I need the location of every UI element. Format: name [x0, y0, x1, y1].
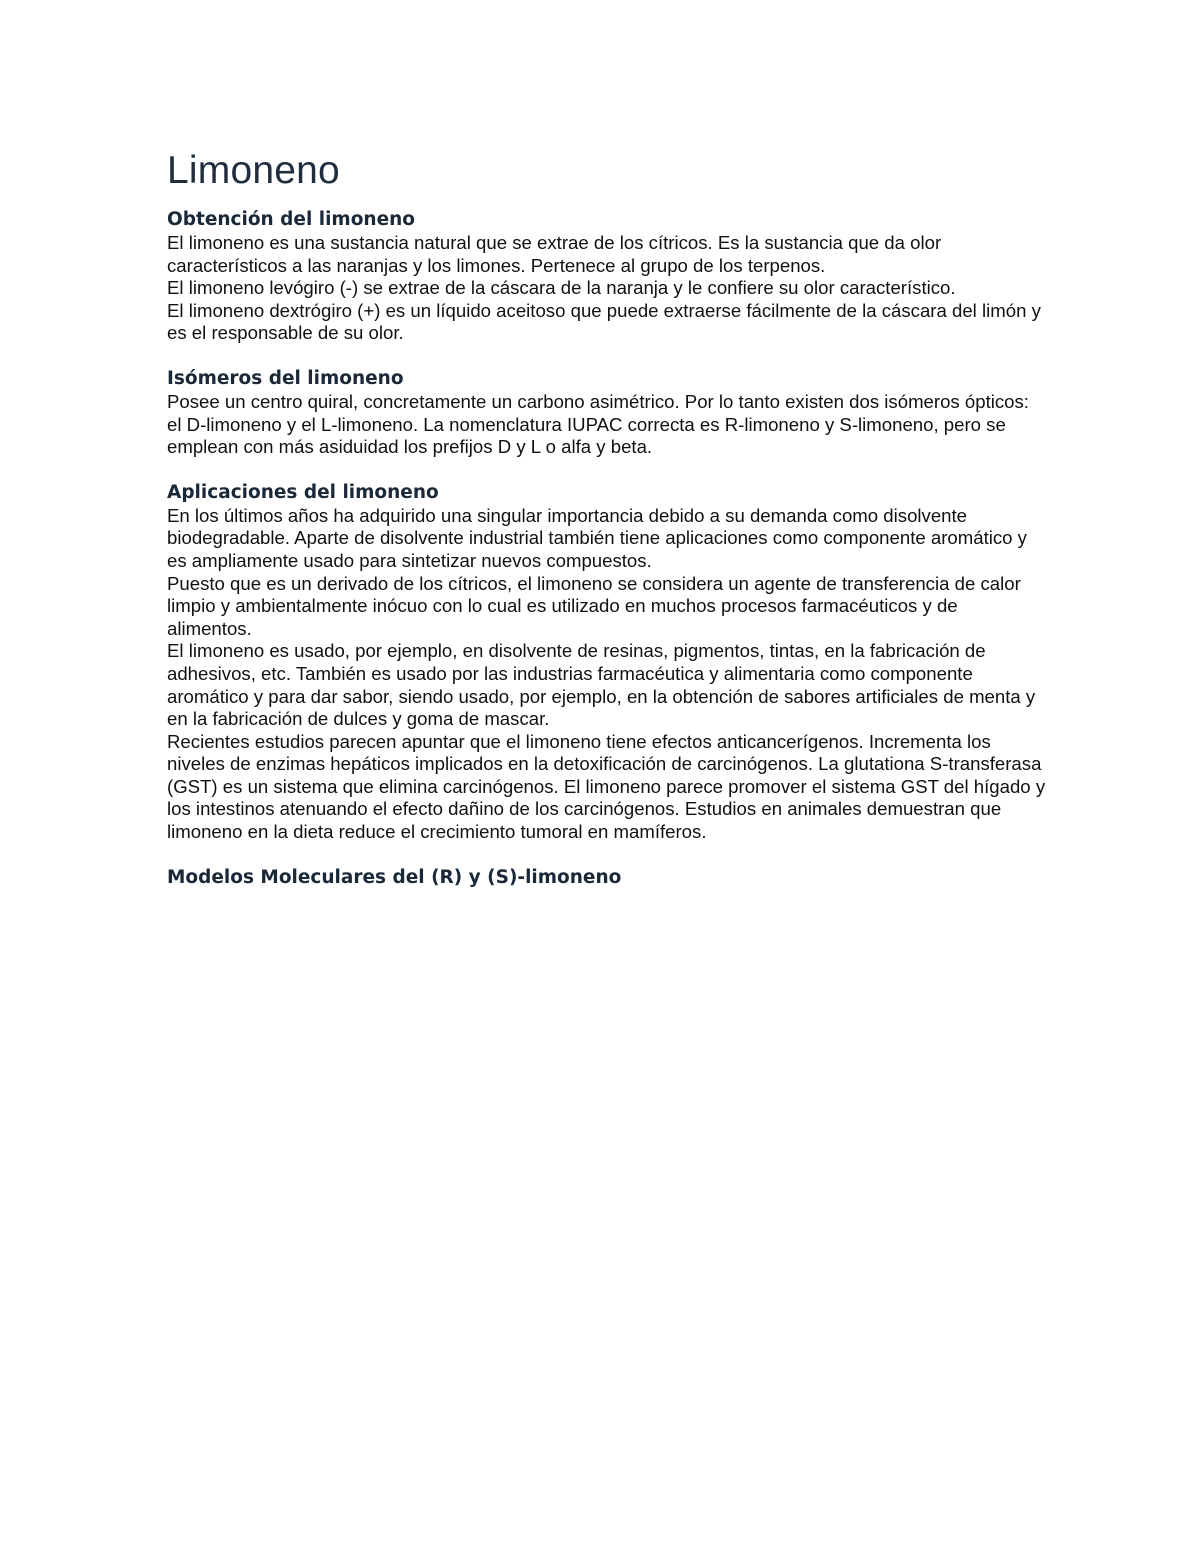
section-isomeros: [167, 367, 1047, 459]
document-title: Limoneno: [167, 149, 340, 192]
paragraph: Recientes estudios parecen apuntar que el limoneno tiene efectos anticancerígenos. Incrementa los niveles de enzimas hepáticos implicados en la detoxificación de carcinógenos. La glutationa S-transferasa (GST) es un sistema que elimina carcinógenos. El limoneno parece promover el sistema GST del hígado y los intestinos atenuando el efecto dañino de los carcinógenos. Estudios en animales demuestran que limoneno en la dieta reduce el crecimiento tumoral en mamíferos.: [167, 730, 1046, 843]
document-page: [167, 140, 1047, 912]
section-heading: Obtención del limoneno: [167, 209, 415, 230]
paragraph: Puesto que es un derivado de los cítricos, el limoneno se considera un agente de transferencia de calor limpio y ambientalmente inócuo con lo cual es utilizado en muchos procesos farmacéuticos y de alimentos.: [167, 572, 1021, 639]
section-heading: Aplicaciones del limoneno: [167, 481, 439, 503]
paragraph: Posee un centro quiral, concretamente un carbono asimétrico. Por lo tanto existen dos isómeros ópticos: el D-limoneno y el L-limoneno. La nomenclatura IUPAC correcta es R-limoneno y S-limoneno, pero se emplean con más asiduidad los prefijos D y L o alfa y beta.: [167, 390, 1029, 458]
section-heading: Modelos Moleculares del (R) y (S)-limoneno: [167, 866, 622, 888]
paragraph: El limoneno es usado, por ejemplo, en disolvente de resinas, pigmentos, tintas, en la fabricación de adhesivos, etc. También es usado por las industrias farmacéutica y alimentaria como componente aromático y para dar sabor, siendo usado, por ejemplo, en la obtención de sabores artificiales de menta y en la fabricación de dulces y goma de mascar.: [167, 640, 1036, 730]
section-obtencion: [167, 208, 1047, 345]
section-heading: Isómeros del limoneno: [167, 367, 404, 389]
paragraph: En los últimos años ha adquirido una singular importancia debido a su demanda como disolvente biodegradable. Aparte de disolvente industrial también tiene aplicaciones como componente aromático y es ampliamente usado para sintetizar nuevos compuestos.: [167, 504, 1027, 571]
paragraph: El limoneno dextrógiro (+) es un líquido aceitoso que puede extraerse fácilmente de la cáscara del limón y es el responsable de su olor.: [167, 299, 1041, 344]
section-aplicaciones: [167, 481, 1047, 844]
paragraph: El limoneno levógiro (-) se extrae de la cáscara de la naranja y le confiere su olor característico.: [167, 277, 956, 299]
paragraph: El limoneno es una sustancia natural que se extrae de los cítricos. Es la sustancia que da olor característicos a las naranjas y los limones. Pertenece al grupo de los terpenos.: [167, 232, 942, 276]
section-modelos: [167, 866, 1047, 890]
